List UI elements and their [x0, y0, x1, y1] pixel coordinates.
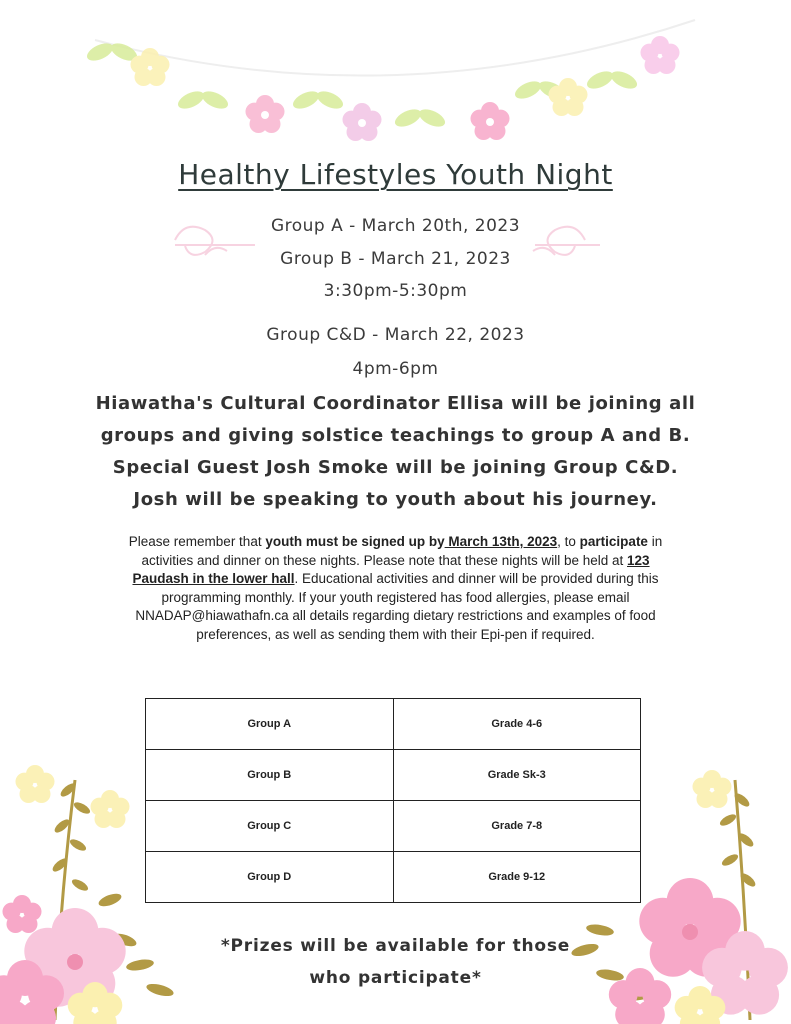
notice-text: , to [557, 534, 580, 549]
table-row [146, 852, 641, 903]
group-cell: Group A [146, 699, 394, 750]
signup-notice [128, 533, 663, 644]
signup-deadline: March 13th, 2023 [444, 534, 558, 549]
table-row [146, 801, 641, 852]
group-cell: Group D [146, 852, 394, 903]
notice-text: in activities and dinner on these nights. Please note that these nights will be held at [141, 534, 663, 568]
schedule-time-cd: 4pm-6pm [352, 359, 439, 379]
schedule-group-a: Group A - March 20th, 2023 [270, 216, 521, 236]
description-line-2: groups and giving solstice teachings to group A and B. [100, 425, 691, 446]
group-cell: Group C [146, 801, 394, 852]
table-row [146, 699, 641, 750]
garland-string-icon [95, 20, 695, 76]
notice-text: . Educational activities and dinner will be provided during this programming monthly. If your youth registered has food allergies, please email NNADAP@hiawathafn.ca all details regarding dietary restrictions and examples of food preferences, as well as sending them with their Epi-pen if required. [135, 571, 659, 642]
group-cell: Group B [146, 750, 394, 801]
prizes-line-1: *Prizes will be available for those [220, 936, 571, 956]
garland-icon [84, 36, 679, 141]
grade-cell: Grade 7-8 [393, 801, 641, 852]
description-line-1: Hiawatha's Cultural Coordinator Ellisa will be joining all [95, 393, 696, 414]
schedule-time-ab: 3:30pm-5:30pm [323, 281, 468, 301]
grade-cell: Grade 9-12 [393, 852, 641, 903]
page-title: Healthy Lifestyles Youth Night [178, 158, 613, 191]
group-grade-table [145, 698, 641, 903]
grade-cell: Grade 4-6 [393, 699, 641, 750]
notice-text: Please remember that [128, 534, 266, 549]
description-line-3: Special Guest Josh Smoke will be joining Group C&D. [112, 457, 679, 478]
notice-bold: youth must be signed up by [265, 534, 445, 549]
schedule-group-b: Group B - March 21, 2023 [280, 249, 511, 269]
prizes-line-2: who participate* [309, 968, 482, 988]
schedule-group-cd: Group C&D - March 22, 2023 [266, 325, 525, 345]
notice-bold: participate [579, 534, 648, 549]
grade-cell: Grade Sk-3 [393, 750, 641, 801]
event-location: 123 Paudash in the lower hall [132, 552, 650, 586]
table-row [146, 750, 641, 801]
description-line-4: Josh will be speaking to youth about his journey. [133, 489, 658, 510]
